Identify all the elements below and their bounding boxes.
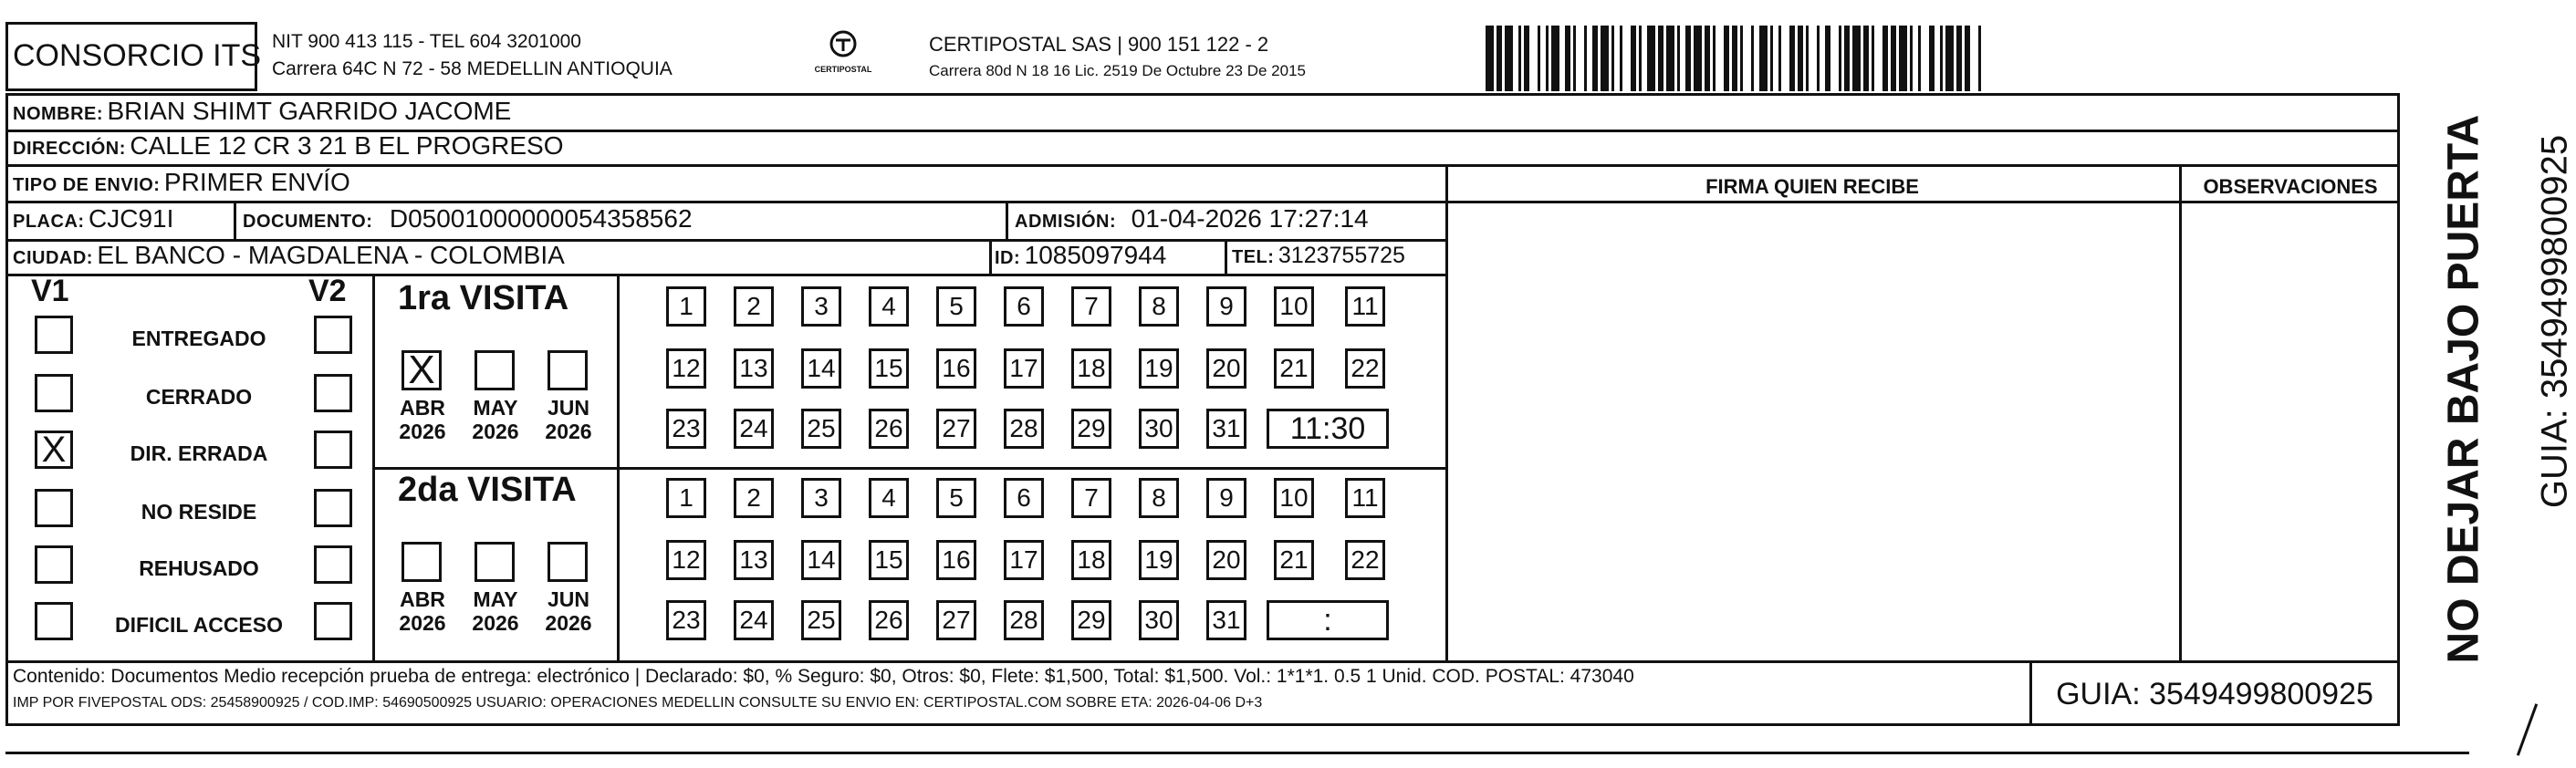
day-box[interactable]: 20 <box>1206 540 1246 580</box>
admision-label: ADMISIÓN: <box>1015 212 1117 232</box>
status-label: ENTREGADO <box>131 327 266 350</box>
day-box[interactable]: 13 <box>734 540 774 580</box>
day-box[interactable]: 13 <box>734 348 774 389</box>
status-v1-checkbox[interactable] <box>35 316 73 354</box>
year-label: 2026 <box>472 420 519 443</box>
year-label: 2026 <box>545 611 592 635</box>
time-box[interactable]: : <box>1267 600 1389 640</box>
placa-field <box>13 204 173 234</box>
day-box[interactable]: 17 <box>1004 540 1044 580</box>
barcode-bar <box>1658 26 1663 91</box>
company-nit: NIT 900 413 115 - TEL 604 3201000 <box>272 31 581 52</box>
footer-line1: Contenido: Documentos Medio recepción prueba de entrega: electrónico | Declarado: $0, % Seguro: $0, Otros: $0, Flete: $1,500, Total: $1,500. Vol.: 1*1*1. 0.5 1 Unid. COD. POSTAL: 473040 <box>13 666 1634 687</box>
nombre-label: NOMBRE: <box>13 104 104 124</box>
nombre-field <box>13 97 511 126</box>
day-box[interactable]: 27 <box>936 600 976 640</box>
day-box[interactable]: 3 <box>801 478 841 518</box>
month-label: JUN <box>547 396 589 420</box>
day-box[interactable]: 10 <box>1274 478 1314 518</box>
status-v2-checkbox[interactable] <box>314 545 352 584</box>
footer-guia: GUIA: 3549499800925 <box>2056 677 2373 711</box>
day-box[interactable]: 24 <box>734 600 774 640</box>
month-checkbox[interactable] <box>548 350 588 390</box>
barcode-bar <box>1918 26 1921 91</box>
row-line <box>5 274 1445 276</box>
time-box[interactable]: 11:30 <box>1267 409 1389 449</box>
bottom-rule <box>5 752 2469 754</box>
logo-text: CERTIPOSTAL <box>814 65 872 74</box>
day-box[interactable]: 31 <box>1206 600 1246 640</box>
day-box[interactable]: 8 <box>1139 286 1179 327</box>
courier-line2: Carrera 80d N 18 16 Lic. 2519 De Octubre 23 De 2015 <box>929 62 1306 79</box>
day-box[interactable]: 19 <box>1139 348 1179 389</box>
day-box[interactable]: 21 <box>1274 348 1314 389</box>
side-text <box>2400 100 2575 664</box>
barcode-bar <box>1497 26 1502 91</box>
day-box[interactable]: 21 <box>1274 540 1314 580</box>
barcode <box>1486 26 2216 91</box>
side-warning: NO DEJAR BAJO PUERTA <box>2439 114 2488 664</box>
direccion-field <box>13 131 564 161</box>
day-box[interactable]: 30 <box>1139 409 1179 449</box>
barcode-bar <box>1751 26 1754 91</box>
day-box[interactable]: 25 <box>801 409 841 449</box>
day-box[interactable]: 12 <box>666 348 706 389</box>
firma-divider <box>1445 164 1448 662</box>
obs-divider <box>2179 164 2182 662</box>
barcode-bar <box>1486 26 1494 91</box>
day-box[interactable]: 17 <box>1004 348 1044 389</box>
barcode-bar <box>1806 26 1809 91</box>
day-box[interactable]: 5 <box>936 478 976 518</box>
month-checkbox[interactable] <box>402 542 442 582</box>
barcode-bar <box>1666 26 1674 91</box>
day-box[interactable]: 31 <box>1206 409 1246 449</box>
id-field <box>995 241 1166 270</box>
barcode-bar <box>1740 26 1743 91</box>
day-box[interactable]: 7 <box>1071 286 1111 327</box>
month-label: MAY <box>473 587 518 611</box>
visit-split <box>372 467 1445 470</box>
barcode-bar <box>1620 26 1622 91</box>
tel-divider <box>1225 239 1227 274</box>
year-label: 2026 <box>472 611 519 635</box>
barcode-bar <box>1882 26 1888 91</box>
ciudad-field <box>13 241 565 270</box>
admision-divider <box>1006 201 1008 239</box>
barcode-bar <box>1872 26 1874 91</box>
barcode-bar <box>1538 26 1540 91</box>
barcode-bar <box>1639 26 1642 91</box>
admision-value: 01-04-2026 17:27:14 <box>1131 204 1369 233</box>
barcode-bar <box>1573 26 1576 91</box>
tipo-value: PRIMER ENVÍO <box>163 168 350 196</box>
day-box[interactable]: 8 <box>1139 478 1179 518</box>
month-label: ABR <box>400 587 445 611</box>
footer-line <box>5 660 2400 663</box>
ciudad-value: EL BANCO - MAGDALENA - COLOMBIA <box>97 241 565 269</box>
day-box[interactable]: 25 <box>801 600 841 640</box>
barcode-bar <box>1694 26 1702 91</box>
day-box[interactable]: 1 <box>666 286 706 327</box>
day-box[interactable]: 4 <box>869 478 909 518</box>
month-label: MAY <box>473 396 518 420</box>
documento-field <box>243 204 693 234</box>
company-name: CONSORCIO ITS <box>13 38 262 73</box>
barcode-bar <box>1965 26 1970 91</box>
status-v2-checkbox[interactable] <box>314 431 352 469</box>
placa-label: PLACA: <box>13 212 85 232</box>
day-box[interactable]: 7 <box>1071 478 1111 518</box>
barcode-bar <box>1899 26 1907 91</box>
tipo-label: TIPO DE ENVIO: <box>13 175 161 195</box>
barcode-bar <box>1978 26 1981 91</box>
status-label: REHUSADO <box>139 556 259 580</box>
day-box[interactable]: 6 <box>1004 478 1044 518</box>
day-box[interactable]: 26 <box>869 409 909 449</box>
nombre-value: BRIAN SHIMT GARRIDO JACOME <box>107 97 512 125</box>
direccion-label: DIRECCIÓN: <box>13 139 126 159</box>
barcode-bar <box>1677 26 1680 91</box>
placa-divider <box>234 201 236 239</box>
id-value: 1085097944 <box>1024 241 1167 269</box>
documento-label: DOCUMENTO: <box>243 212 373 232</box>
day-box[interactable]: 23 <box>666 600 706 640</box>
barcode-bar <box>1724 26 1729 91</box>
barcode-bar <box>1647 26 1655 91</box>
barcode-bar <box>1518 26 1521 91</box>
day-box[interactable]: 27 <box>936 409 976 449</box>
day-box[interactable]: 24 <box>734 409 774 449</box>
barcode-bar <box>1844 26 1850 91</box>
status-label: DIFICIL ACCESO <box>114 613 283 637</box>
month-checkbox[interactable] <box>475 542 515 582</box>
logo-icon <box>825 29 861 60</box>
barcode-bar <box>1551 26 1559 91</box>
day-box[interactable]: 30 <box>1139 600 1179 640</box>
barcode-bar <box>1863 26 1869 91</box>
year-label: 2026 <box>399 611 446 635</box>
barcode-bar <box>1770 26 1773 91</box>
row-line <box>5 164 2400 167</box>
admision-field <box>1015 204 1369 234</box>
barcode-bar <box>1631 26 1636 91</box>
status-v1-checkbox[interactable]: X <box>35 431 73 469</box>
day-box[interactable]: 29 <box>1071 600 1111 640</box>
day-box[interactable]: 23 <box>666 409 706 449</box>
day-box[interactable]: 9 <box>1206 478 1246 518</box>
month-checkbox[interactable] <box>548 542 588 582</box>
barcode-bar <box>1584 26 1587 91</box>
day-box[interactable]: 18 <box>1071 348 1111 389</box>
barcode-bar <box>1817 26 1820 91</box>
day-box[interactable]: 20 <box>1206 348 1246 389</box>
day-box[interactable]: 1 <box>666 478 706 518</box>
visit1-title: 1ra VISITA <box>398 279 569 317</box>
barcode-bar <box>1789 26 1795 91</box>
documento-value: D05001000000054358562 <box>389 204 693 233</box>
barcode-bar <box>1825 26 1830 91</box>
status-v2-checkbox[interactable] <box>314 602 352 640</box>
year-label: 2026 <box>399 420 446 443</box>
barcode-bar <box>1891 26 1896 91</box>
footer-line2: IMP POR FIVEPOSTAL ODS: 25458900925 / COD.IMP: 54690500925 USUARIO: OPERACIONES MEDELLIN CONSULTE SU ENVIO EN: CERTIPOSTAL.COM SOBRE ETA: 2026-04-06 D+3 <box>13 695 1263 711</box>
side-guia: GUIA: 3549499800925 <box>2534 134 2575 509</box>
day-box[interactable]: 6 <box>1004 286 1044 327</box>
day-box[interactable]: 15 <box>869 540 909 580</box>
day-box[interactable]: 16 <box>936 540 976 580</box>
status-v1-checkbox[interactable] <box>35 374 73 412</box>
id-label: ID: <box>995 248 1021 268</box>
day-box[interactable]: 15 <box>869 348 909 389</box>
ciudad-label: CIUDAD: <box>13 248 93 268</box>
barcode-bar <box>1945 26 1954 91</box>
barcode-bar <box>1546 26 1549 91</box>
corner-mark <box>2517 703 2538 755</box>
status-label: NO RESIDE <box>141 500 257 524</box>
direccion-value: CALLE 12 CR 3 21 B EL PROGRESO <box>130 131 564 160</box>
row-line <box>5 201 2400 203</box>
day-box[interactable]: 4 <box>869 286 909 327</box>
day-box[interactable]: 26 <box>869 600 909 640</box>
barcode-bar <box>1839 26 1841 91</box>
barcode-bar <box>1565 26 1570 91</box>
day-box[interactable]: 11 <box>1345 478 1385 518</box>
status-label: CERRADO <box>145 385 253 409</box>
day-box[interactable]: 3 <box>801 286 841 327</box>
year-label: 2026 <box>545 420 592 443</box>
v2-label: V2 <box>308 274 347 308</box>
status-v1-checkbox[interactable] <box>35 602 73 640</box>
barcode-graphic <box>1486 26 2216 91</box>
status-v2-checkbox[interactable] <box>314 374 352 412</box>
tel-value: 3123755725 <box>1278 243 1405 268</box>
barcode-bar <box>1910 26 1913 91</box>
day-box[interactable]: 2 <box>734 478 774 518</box>
tel-field <box>1232 243 1405 269</box>
barcode-bar <box>1685 26 1691 91</box>
firma-label: FIRMA QUIEN RECIBE <box>1705 175 1919 198</box>
barcode-bar <box>1759 26 1768 91</box>
day-box[interactable]: 22 <box>1345 540 1385 580</box>
day-box[interactable]: 22 <box>1345 348 1385 389</box>
placa-value: CJC91I <box>89 204 174 233</box>
month-checkbox[interactable]: X <box>402 350 442 390</box>
status-v2-checkbox[interactable] <box>314 316 352 354</box>
day-box[interactable]: 2 <box>734 286 774 327</box>
day-box[interactable]: 16 <box>936 348 976 389</box>
status-label: DIR. ERRADA <box>130 441 268 465</box>
day-box[interactable]: 18 <box>1071 540 1111 580</box>
day-box[interactable]: 11 <box>1345 286 1385 327</box>
tel-label: TEL: <box>1232 247 1275 267</box>
tipo-field <box>13 168 350 197</box>
month-label: ABR <box>400 396 445 420</box>
courier-line1: CERTIPOSTAL SAS | 900 151 122 - 2 <box>929 33 1269 56</box>
barcode-bar <box>1732 26 1737 91</box>
day-box[interactable]: 12 <box>666 540 706 580</box>
month-label: JUN <box>547 587 589 611</box>
barcode-bar <box>1956 26 1962 91</box>
barcode-bar <box>1778 26 1781 91</box>
status-v1-checkbox[interactable] <box>35 545 73 584</box>
barcode-bar <box>1505 26 1513 91</box>
day-box[interactable]: 19 <box>1139 540 1179 580</box>
status-v2-checkbox[interactable] <box>314 489 352 527</box>
barcode-bar <box>1592 26 1598 91</box>
id-divider <box>989 239 992 274</box>
month-checkbox[interactable] <box>475 350 515 390</box>
barcode-bar <box>1852 26 1861 91</box>
v1-label: V1 <box>31 274 69 308</box>
visit2-title: 2da VISITA <box>398 471 577 509</box>
day-box[interactable]: 9 <box>1206 286 1246 327</box>
company-address: Carrera 64C N 72 - 58 MEDELLIN ANTIOQUIA <box>272 58 673 79</box>
day-box[interactable]: 28 <box>1004 409 1044 449</box>
barcode-bar <box>1524 26 1529 91</box>
day-box[interactable]: 5 <box>936 286 976 327</box>
day-box[interactable]: 29 <box>1071 409 1111 449</box>
barcode-bar <box>1929 26 1935 91</box>
barcode-bar <box>1601 26 1609 91</box>
day-box[interactable]: 14 <box>801 348 841 389</box>
status-v1-checkbox[interactable] <box>35 489 73 527</box>
day-box[interactable]: 10 <box>1274 286 1314 327</box>
barcode-bar <box>1940 26 1943 91</box>
day-box[interactable]: 14 <box>801 540 841 580</box>
barcode-bar <box>1798 26 1803 91</box>
barcode-bar <box>1713 26 1716 91</box>
obs-label: OBSERVACIONES <box>2203 175 2378 198</box>
barcode-bar <box>1705 26 1710 91</box>
barcode-bar <box>1611 26 1614 91</box>
day-box[interactable]: 28 <box>1004 600 1044 640</box>
certipostal-logo <box>807 29 880 80</box>
